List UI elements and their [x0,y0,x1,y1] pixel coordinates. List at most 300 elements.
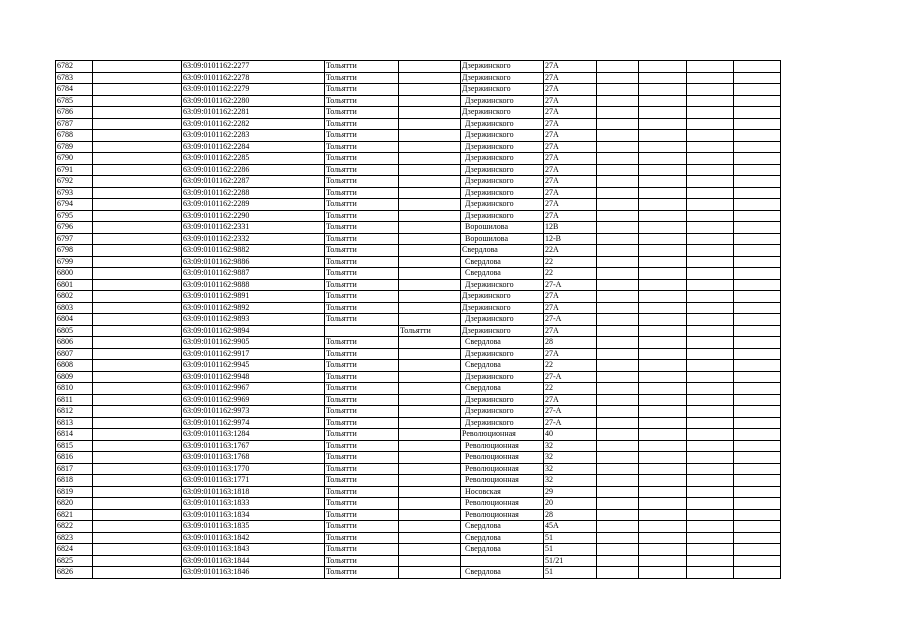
house-number: 27А [544,72,597,84]
table-row [56,406,781,418]
street-label: Ворошилова [465,222,508,232]
empty-cell [639,141,687,153]
street [461,555,544,567]
empty-cell [597,291,639,303]
empty-cell [93,544,182,556]
street-label: Дзержинского [465,406,514,416]
empty-cell [639,486,687,498]
empty-cell [734,233,781,245]
empty-cell [639,268,687,280]
street-label: Дзержинского [465,153,514,163]
street [461,279,544,291]
cadastral-number: 63:09:0101162:9969 [182,394,325,406]
street-label: Дзержинского [465,130,514,140]
street [461,532,544,544]
empty-cell [639,107,687,119]
empty-cell [597,360,639,372]
street [461,429,544,441]
table-row [56,555,781,567]
street-label: Свердлова [465,337,501,347]
empty-cell [687,532,734,544]
house-number: 27А [544,210,597,222]
house-number: 27А [544,176,597,188]
city: Тольятти [325,521,399,533]
empty-cell [687,371,734,383]
empty-cell [93,417,182,429]
empty-cell [597,199,639,211]
row-number: 6806 [56,337,93,349]
empty-cell [734,348,781,360]
street [461,417,544,429]
city: Тольятти [325,176,399,188]
empty-cell [639,153,687,165]
empty-cell [687,291,734,303]
row-number: 6807 [56,348,93,360]
street [461,360,544,372]
street [461,383,544,395]
city: Тольятти [325,141,399,153]
table-row [56,72,781,84]
table-body [56,61,781,579]
empty-cell [93,314,182,326]
cadastral-number: 63:09:0101163:1843 [182,544,325,556]
house-number: 32 [544,452,597,464]
empty-cell [734,532,781,544]
table-row [56,486,781,498]
empty-cell [639,463,687,475]
street-label: Свердлова [465,567,501,577]
empty-cell [639,383,687,395]
empty-cell [93,107,182,119]
empty-cell [734,176,781,188]
empty-cell [734,268,781,280]
row-number: 6811 [56,394,93,406]
city-alt [399,153,461,165]
street-label: Революционная [465,463,519,473]
empty-cell [734,199,781,211]
city: Тольятти [325,268,399,280]
city-alt [399,164,461,176]
empty-cell [597,452,639,464]
table-row [56,187,781,199]
empty-cell [93,440,182,452]
empty-cell [597,532,639,544]
street [461,153,544,165]
city: Тольятти [325,498,399,510]
city: Тольятти [325,302,399,314]
empty-cell [687,475,734,487]
empty-cell [734,222,781,234]
empty-cell [597,325,639,337]
cadastral-number: 63:09:0101163:1771 [182,475,325,487]
empty-cell [597,383,639,395]
city-alt [399,199,461,211]
house-number: 27-А [544,417,597,429]
empty-cell [93,463,182,475]
street-label: Дзержинского [465,314,514,324]
empty-cell [734,452,781,464]
city-alt [399,486,461,498]
city-alt [399,475,461,487]
empty-cell [687,555,734,567]
street [461,475,544,487]
empty-cell [597,498,639,510]
empty-cell [93,521,182,533]
empty-cell [639,360,687,372]
empty-cell [639,440,687,452]
row-number: 6789 [56,141,93,153]
street-label: Дзержинского [465,95,514,105]
city-alt [399,394,461,406]
city-alt [399,245,461,257]
street-label: Носовская [465,486,501,496]
city: Тольятти [325,187,399,199]
street [461,394,544,406]
city: Тольятти [325,544,399,556]
house-number: 12В [544,222,597,234]
table-row [56,130,781,142]
city-alt [399,544,461,556]
street-label: Дзержинского [462,107,511,117]
empty-cell [639,337,687,349]
street-label: Дзержинского [465,141,514,151]
cadastral-number: 63:09:0101163:1818 [182,486,325,498]
empty-cell [639,256,687,268]
house-number: 27А [544,130,597,142]
empty-cell [734,187,781,199]
city: Тольятти [325,371,399,383]
city: Тольятти [325,555,399,567]
empty-cell [687,72,734,84]
city-alt [399,360,461,372]
street-label: Свердлова [462,245,498,255]
empty-cell [734,486,781,498]
city-alt [399,118,461,130]
empty-cell [93,371,182,383]
empty-cell [93,199,182,211]
empty-cell [687,383,734,395]
empty-cell [734,141,781,153]
empty-cell [639,84,687,96]
row-number: 6817 [56,463,93,475]
empty-cell [687,406,734,418]
empty-cell [93,555,182,567]
empty-cell [687,199,734,211]
empty-cell [93,176,182,188]
empty-cell [734,302,781,314]
city-alt [399,187,461,199]
street [461,118,544,130]
cadastral-number: 63:09:0101162:2279 [182,84,325,96]
cadastral-number: 63:09:0101162:2331 [182,222,325,234]
empty-cell [639,245,687,257]
empty-cell [93,337,182,349]
table-row [56,245,781,257]
empty-cell [597,153,639,165]
empty-cell [734,325,781,337]
house-number: 22 [544,383,597,395]
empty-cell [734,291,781,303]
city: Тольятти [325,567,399,579]
empty-cell [734,394,781,406]
street [461,210,544,222]
street-label: Дзержинского [465,371,514,381]
street-label: Дзержинского [462,325,511,335]
table-row [56,475,781,487]
city-alt [399,291,461,303]
empty-cell [687,141,734,153]
empty-cell [639,509,687,521]
empty-cell [687,337,734,349]
street-label: Революционная [465,509,519,519]
street-label: Революционная [465,498,519,508]
empty-cell [734,567,781,579]
empty-cell [93,383,182,395]
empty-cell [597,130,639,142]
city-alt [399,210,461,222]
city: Тольятти [325,199,399,211]
cadastral-number: 63:09:0101162:9967 [182,383,325,395]
street-label: Ворошилова [465,233,508,243]
empty-cell [93,325,182,337]
city: Тольятти [325,314,399,326]
street-label: Дзержинского [465,348,514,358]
empty-cell [639,567,687,579]
table-row [56,141,781,153]
cadastral-number: 63:09:0101162:9917 [182,348,325,360]
row-number: 6787 [56,118,93,130]
empty-cell [687,107,734,119]
street [461,107,544,119]
table-row [56,222,781,234]
street-label: Дзержинского [465,164,514,174]
house-number: 27А [544,141,597,153]
cadastral-number: 63:09:0101162:2285 [182,153,325,165]
city: Тольятти [325,383,399,395]
house-number: 27-А [544,314,597,326]
row-number: 6815 [56,440,93,452]
empty-cell [597,394,639,406]
house-number: 40 [544,429,597,441]
empty-cell [597,164,639,176]
city-alt [399,498,461,510]
empty-cell [639,325,687,337]
city: Тольятти [325,153,399,165]
empty-cell [734,383,781,395]
city: Тольятти [325,486,399,498]
city-alt [399,567,461,579]
empty-cell [93,245,182,257]
cadastral-number: 63:09:0101162:9894 [182,325,325,337]
empty-cell [639,348,687,360]
house-number: 27А [544,187,597,199]
table-row [56,394,781,406]
empty-cell [687,521,734,533]
city-alt [399,222,461,234]
empty-cell [597,371,639,383]
empty-cell [93,118,182,130]
cadastral-number: 63:09:0101162:2290 [182,210,325,222]
empty-cell [687,61,734,73]
street-label: Революционная [465,440,519,450]
street [461,521,544,533]
empty-cell [597,337,639,349]
empty-cell [597,256,639,268]
house-number: 27А [544,118,597,130]
empty-cell [734,164,781,176]
street [461,486,544,498]
empty-cell [734,498,781,510]
row-number: 6808 [56,360,93,372]
cadastral-number: 63:09:0101162:9887 [182,268,325,280]
row-number: 6788 [56,130,93,142]
cadastral-number: 63:09:0101162:9905 [182,337,325,349]
row-number: 6791 [56,164,93,176]
street-label: Дзержинского [465,417,514,427]
cadastral-number: 63:09:0101162:2287 [182,176,325,188]
street [461,95,544,107]
street-label: Дзержинского [465,279,514,289]
cadastral-number: 63:09:0101162:9973 [182,406,325,418]
row-number: 6819 [56,486,93,498]
empty-cell [639,222,687,234]
empty-cell [687,452,734,464]
empty-cell [597,72,639,84]
house-number: 27А [544,348,597,360]
house-number: 51 [544,532,597,544]
cadastral-number: 63:09:0101162:9891 [182,291,325,303]
street [461,348,544,360]
empty-cell [597,509,639,521]
empty-cell [597,233,639,245]
city: Тольятти [325,509,399,521]
city-alt [399,417,461,429]
cadastral-number: 63:09:0101162:2278 [182,72,325,84]
empty-cell [639,532,687,544]
street [461,61,544,73]
cadastral-number: 63:09:0101162:9882 [182,245,325,257]
table-row [56,61,781,73]
city-alt [399,452,461,464]
empty-cell [93,567,182,579]
city: Тольятти [325,84,399,96]
empty-cell [597,245,639,257]
empty-cell [597,210,639,222]
house-number: 27А [544,107,597,119]
row-number: 6790 [56,153,93,165]
cadastral-number: 63:09:0101162:9888 [182,279,325,291]
empty-cell [687,509,734,521]
house-number: 29 [544,486,597,498]
city: Тольятти [325,256,399,268]
empty-cell [734,107,781,119]
empty-cell [93,95,182,107]
empty-cell [93,532,182,544]
empty-cell [734,521,781,533]
empty-cell [734,544,781,556]
empty-cell [734,245,781,257]
empty-cell [687,302,734,314]
row-number: 6816 [56,452,93,464]
empty-cell [639,72,687,84]
empty-cell [687,544,734,556]
house-number: 27А [544,199,597,211]
house-number: 28 [544,337,597,349]
cadastral-number: 63:09:0101162:2281 [182,107,325,119]
empty-cell [639,555,687,567]
cadastral-number: 63:09:0101162:9892 [182,302,325,314]
cadastral-number: 63:09:0101162:9974 [182,417,325,429]
street [461,164,544,176]
street [461,463,544,475]
empty-cell [734,475,781,487]
street-label: Дзержинского [465,118,514,128]
cadastral-number: 63:09:0101163:1767 [182,440,325,452]
row-number: 6812 [56,406,93,418]
city [325,325,399,337]
city: Тольятти [325,417,399,429]
street-label: Свердлова [465,360,501,370]
house-number: 51 [544,544,597,556]
empty-cell [734,84,781,96]
street-label: Дзержинского [462,72,511,82]
street-label: Дзержинского [465,187,514,197]
city: Тольятти [325,233,399,245]
empty-cell [93,222,182,234]
empty-cell [687,233,734,245]
empty-cell [639,187,687,199]
row-number: 6805 [56,325,93,337]
empty-cell [687,417,734,429]
empty-cell [597,475,639,487]
empty-cell [639,521,687,533]
cadastral-number: 63:09:0101162:2286 [182,164,325,176]
city: Тольятти [325,463,399,475]
city-alt [399,95,461,107]
city-alt [399,463,461,475]
empty-cell [687,498,734,510]
cadastral-number: 63:09:0101163:1284 [182,429,325,441]
empty-cell [597,302,639,314]
cadastral-number: 63:09:0101163:1770 [182,463,325,475]
empty-cell [639,417,687,429]
house-number: 32 [544,463,597,475]
empty-cell [687,164,734,176]
table-row [56,337,781,349]
street-label: Дзержинского [465,199,514,209]
empty-cell [734,440,781,452]
table-row [56,498,781,510]
row-number: 6784 [56,84,93,96]
city-alt [399,72,461,84]
row-number: 6825 [56,555,93,567]
empty-cell [93,84,182,96]
cadastral-number: 63:09:0101162:2283 [182,130,325,142]
empty-cell [639,452,687,464]
city: Тольятти [325,245,399,257]
table-row [56,164,781,176]
city-alt [399,141,461,153]
street-label: Дзержинского [462,302,511,312]
empty-cell [734,256,781,268]
street [461,406,544,418]
cadastral-number: 63:09:0101162:2288 [182,187,325,199]
empty-cell [93,509,182,521]
table-row [56,521,781,533]
street [461,268,544,280]
city: Тольятти [325,107,399,119]
row-number: 6797 [56,233,93,245]
